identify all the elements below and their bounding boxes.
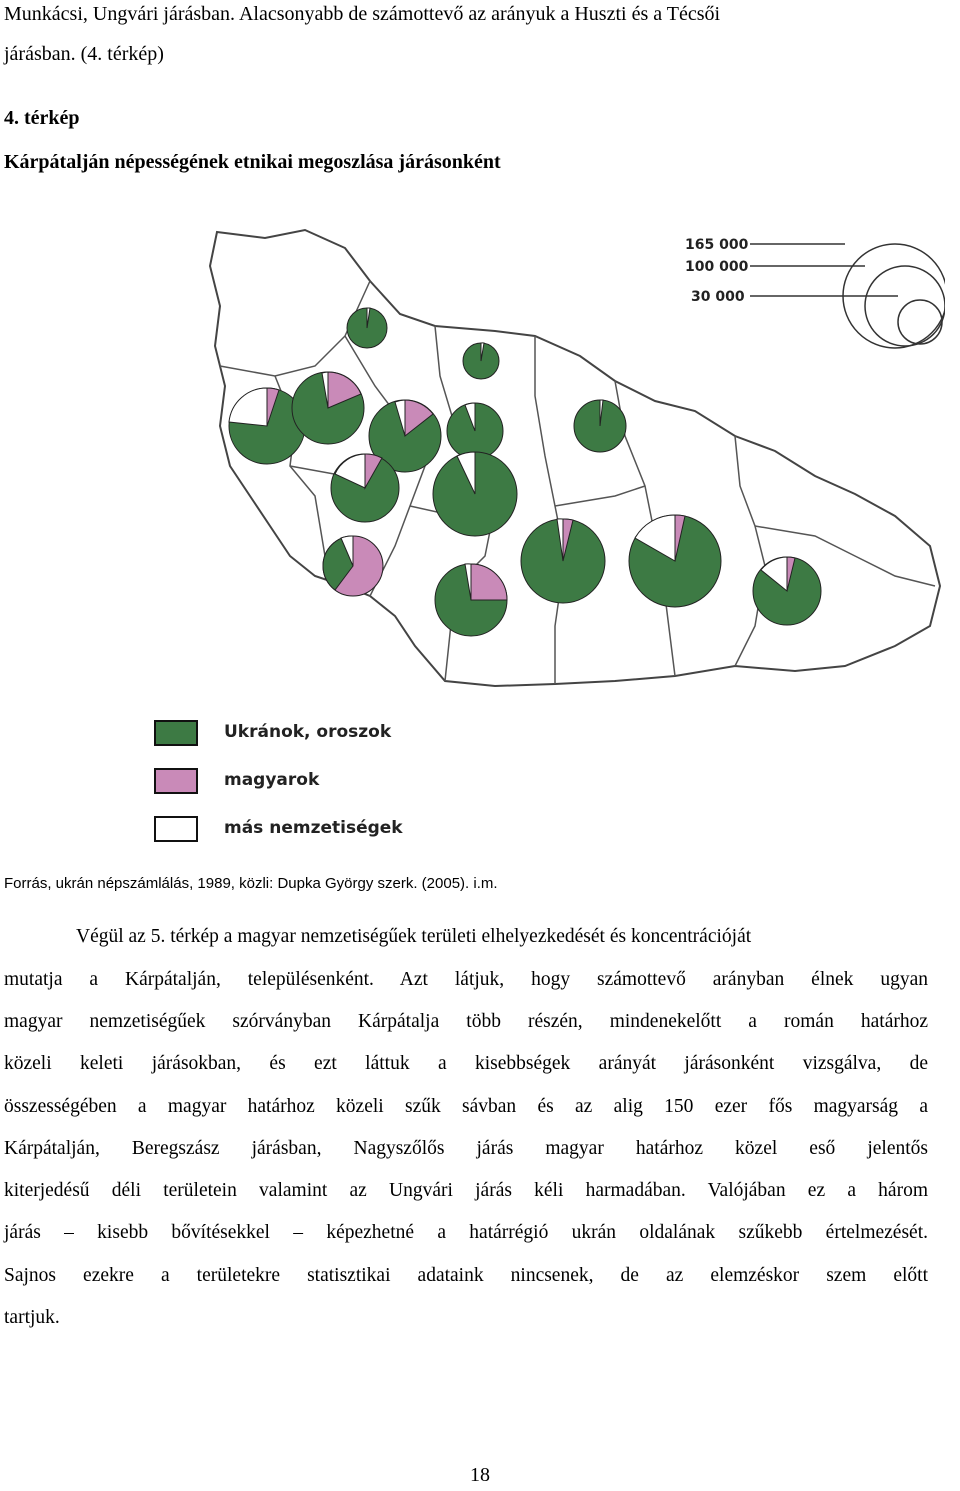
legend-item-ukrainians (150, 718, 480, 752)
pie-district-14 (435, 564, 507, 636)
body-line-8: járás – kisebb bővítésekkel – képezhetné a határrégió ukrán oldalának szűkebb értelmezését. (4, 1222, 928, 1243)
scale-label-30000: 30 000 (691, 289, 745, 305)
figure-title: Kárpátalján népességének etnikai megoszlása járásonként (4, 151, 501, 173)
legend-label-ukrainians: Ukránok, oroszok (224, 722, 392, 742)
size-scale (750, 244, 945, 348)
legend-swatch-white (154, 816, 198, 842)
legend-label-others: más nemzetiségek (224, 818, 403, 838)
figure-label: 4. térkép (4, 107, 80, 129)
scale-label-100000: 100 000 (685, 259, 749, 275)
intro-line-1: Munkácsi, Ungvári járásban. Alacsonyabb de számottevő az arányuk a Huszti és a Técsői (4, 3, 721, 25)
body-line-7: kiterjedésű déli területein valamint az Ungvári járás kéli harmadában. Valójában ez a három (4, 1180, 928, 1201)
pie-district-10 (323, 536, 383, 596)
pie-district-13 (753, 557, 821, 625)
body-line-10: tartjuk. (4, 1307, 60, 1328)
region-outline (210, 230, 940, 686)
legend-swatch-green (154, 720, 198, 746)
pie-district-9 (433, 452, 517, 536)
map-svg (195, 226, 945, 696)
pie-district-7 (574, 400, 626, 452)
figure-source: Forrás, ukrán népszámlálás, 1989, közli: Dupka György szerk. (2005). i.m. (4, 875, 498, 892)
scale-circle-30000 (898, 300, 942, 344)
body-line-1: Végül az 5. térkép a magyar nemzetiségűek területi elhelyezkedését és koncentrációját (76, 926, 752, 947)
pie-district-8 (331, 454, 399, 522)
legend-item-others (150, 814, 480, 848)
page-number: 18 (470, 1464, 490, 1486)
body-line-3: magyar nemzetiségűek szórványban Kárpátalja több részén, mindenekelőtt a román határhoz (4, 1011, 928, 1032)
scale-label-165000: 165 000 (685, 237, 749, 253)
ethnic-map (195, 226, 945, 696)
map-legend (150, 718, 480, 853)
body-line-5: összességében a magyar határhoz közeli szűk sávban és az alig 150 ezer fős magyarság a (4, 1096, 928, 1117)
scale-labels (685, 237, 749, 305)
body-line-2: mutatja a Kárpátalján, településenként. Azt látjuk, hogy számottevő arányban élnek ugyan (4, 969, 928, 990)
pie-district-11 (521, 519, 605, 603)
body-line-6: Kárpátalján, Beregszász járásban, Nagyszőlős járás magyar határhoz közel eső jelentős (4, 1138, 928, 1159)
body-line-4: közeli keleti járásokban, és ezt láttuk a kisebbségek arányát járásonként vizsgálva, de (4, 1053, 928, 1074)
pie-district-2 (463, 343, 499, 379)
pie-district-1 (347, 308, 387, 348)
pie-district-4 (292, 372, 364, 444)
legend-item-hungarians (150, 766, 480, 800)
legend-label-hungarians: magyarok (224, 770, 320, 790)
pie-district-6 (447, 403, 503, 459)
body-line-9: Sajnos ezekre a területekre statisztikai adataink nincsenek, de az elemzéskor szem előtt (4, 1265, 928, 1286)
pie-district-12 (629, 515, 721, 607)
legend-swatch-pink (154, 768, 198, 794)
intro-line-2: járásban. (4. térkép) (4, 43, 164, 65)
